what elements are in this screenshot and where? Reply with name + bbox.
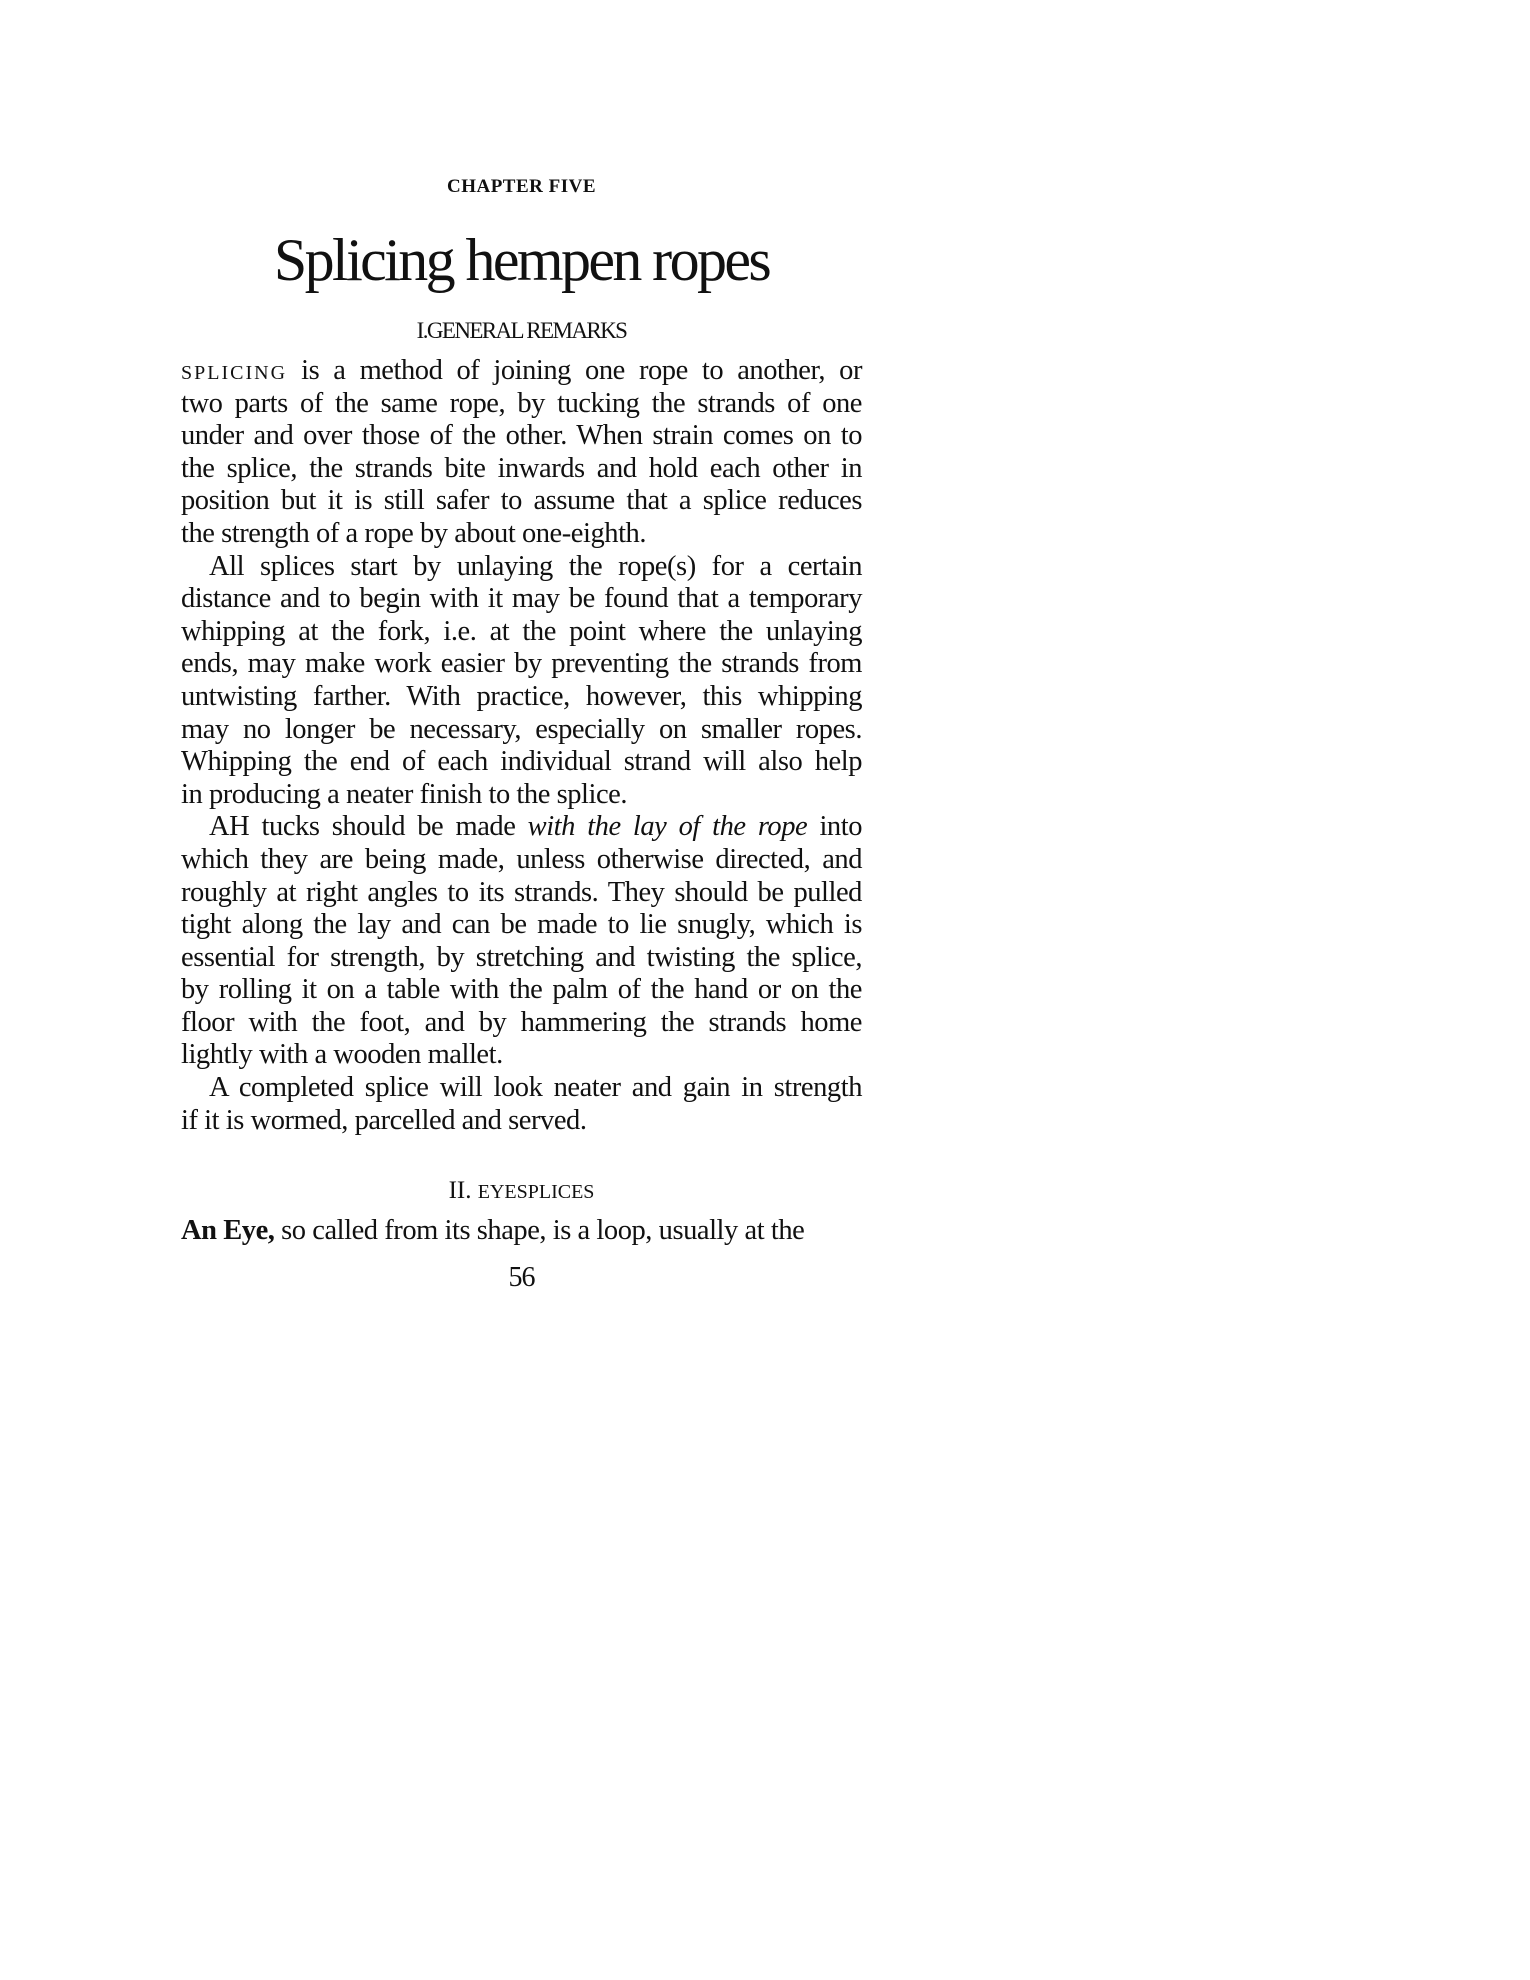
- text-segment: the splice, the strands bite inwards and hold each other in: [181, 452, 862, 484]
- text-segment: the strength of a rope by about one-eighth.: [181, 517, 647, 549]
- text-line: [181, 388, 862, 421]
- text-segment: in producing a neater finish to the splice.: [181, 778, 628, 810]
- text-segment: if it is wormed, parcelled and served.: [181, 1104, 587, 1136]
- section-numeral: I.: [416, 318, 427, 343]
- text-segment: floor with the foot, and by hammering the strands home: [181, 1006, 862, 1038]
- text-segment: whipping at the fork, i.e. at the point where the unlaying: [181, 615, 862, 647]
- text-segment: tight along the lay and can be made to lie snugly, which is: [181, 909, 862, 941]
- text-line: [181, 616, 862, 649]
- term-bold: An Eye,: [181, 1215, 275, 1246]
- text-segment: by rolling it on a table with the palm of the hand or on the: [181, 974, 862, 1006]
- text-line: [181, 877, 862, 910]
- text-line: [181, 779, 862, 812]
- text-segment: A completed splice will look neater and gain in strength: [181, 1072, 862, 1104]
- text-segment: is a method of joining one rope to another, or: [287, 355, 862, 386]
- text-line: [181, 453, 862, 486]
- text-segment: distance and to begin with it may be found that a temporary: [181, 583, 862, 615]
- text-segment: roughly at right angles to its strands. They should be pulled: [181, 876, 862, 908]
- paragraph: [181, 1072, 862, 1137]
- text-segment: essential for strength, by stretching and twisting the splice,: [181, 941, 862, 973]
- section-heading-text: EYESPLICES: [477, 1181, 595, 1203]
- chapter-title: Splicing hempen ropes: [273, 227, 770, 293]
- text-segment: position but it is still safer to assume that a splice reduces: [181, 485, 862, 517]
- page-number: 56: [508, 1262, 535, 1293]
- text-segment: Whipping the end of each individual strand will also help: [181, 746, 862, 778]
- text-line: [181, 1007, 862, 1040]
- body-text: [181, 355, 862, 1137]
- eye-paragraph-line: [181, 1215, 862, 1248]
- text-line: [181, 648, 862, 681]
- text-line: [181, 681, 862, 714]
- text-segment: ends, may make work easier by preventing the strands from: [181, 648, 862, 680]
- paragraph: [181, 551, 862, 812]
- text-line: [181, 909, 862, 942]
- text-line: [181, 1105, 862, 1138]
- text-line: [181, 1072, 862, 1105]
- paragraph: [181, 355, 862, 551]
- text-segment: into: [807, 811, 862, 843]
- chapter-label: CHAPTER FIVE: [446, 176, 597, 197]
- section-heading-eyesplices: [181, 1177, 862, 1205]
- text-segment: which they are being made, unless otherwise directed, and: [181, 843, 862, 875]
- section-numeral: II.: [448, 1177, 472, 1204]
- paragraph: [181, 811, 862, 1072]
- text-line: [181, 974, 862, 1007]
- text-segment: may no longer be necessary, especially on smaller ropes.: [181, 713, 862, 745]
- text-line: [181, 714, 862, 747]
- small-caps-text: SPLICING: [181, 362, 288, 384]
- section-heading-text: GENERAL REMARKS: [426, 318, 627, 343]
- text-segment: under and over those of the other. When strain comes on to: [181, 420, 862, 452]
- section-heading-general-remarks: [181, 318, 862, 344]
- text-segment: AH tucks should be made: [181, 811, 528, 843]
- text-line: [181, 844, 862, 877]
- text-line: [181, 518, 862, 551]
- text-segment: two parts of the same rope, by tucking the strands of one: [181, 387, 862, 419]
- text-line: [181, 1039, 862, 1072]
- text-segment: lightly with a wooden mallet.: [181, 1039, 503, 1071]
- text-segment: All splices start by unlaying the rope(s) for a certain: [181, 550, 862, 582]
- text-line: [181, 811, 862, 844]
- text-line: [181, 551, 862, 584]
- text-line: [181, 420, 862, 453]
- text-line: [181, 485, 862, 518]
- text-line: [181, 355, 862, 388]
- text-segment: untwisting farther. With practice, however, this whipping: [181, 680, 862, 712]
- text-line: [181, 583, 862, 616]
- line-text: so called from its shape, is a loop, usually at the: [274, 1215, 805, 1246]
- text-line: [181, 746, 862, 779]
- italic-text: with the lay of the rope: [527, 811, 808, 843]
- text-line: [181, 942, 862, 975]
